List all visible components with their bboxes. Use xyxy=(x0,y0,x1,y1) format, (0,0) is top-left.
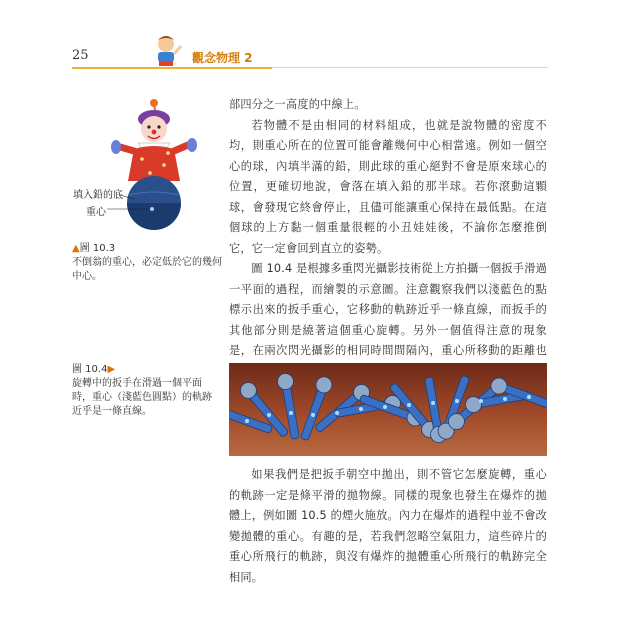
label-center-of-gravity: 重心 xyxy=(86,207,106,218)
page-header xyxy=(72,40,548,70)
header-rule-thin xyxy=(272,67,548,68)
paragraph-3: 圖 10.4 是根據多重閃光攝影技術從上方拍攝一個扳手滑過一平面的過程，而繪製的示意圖。注意觀察我們以淺藍色的點標示出來的扳手重心，它移動的軌跡近乎一條直線，而扳手的其他部分則是繞著這個重心旋轉。另外一個值得注意的現象是，在兩次閃光攝影的相同時間間隔內，重心所移動的距離也 xyxy=(229,262,547,357)
triangle-right-icon: ▶ xyxy=(107,364,116,375)
page-number: 25 xyxy=(72,48,89,63)
main-text-bottom xyxy=(229,465,547,588)
wrench-multiflash-image xyxy=(229,363,547,456)
paragraph-4: 如果我們是把扳手朝空中拋出，則不管它怎麼旋轉，重心的軌跡一定是條平滑的拋物線。同樣的現象也發生在爆炸的拋體上，例如圖 10.5 的煙火施放。內力在爆炸的過程中並不會改變拋體的重心。有趣的是，若我們忽略空氣阻力，這些碎片的重心所飛行的軌跡，與沒有爆炸的拋體重心所飛行的軌跡完全相同。 xyxy=(229,468,547,584)
paragraph-1: 部四分之一高度的中線上。 xyxy=(229,98,366,111)
caption-fig-10-3 xyxy=(72,242,222,284)
mascot-icon xyxy=(148,32,184,68)
caption-text: 不倒翁的重心，必定低於它的幾何中心。 xyxy=(72,257,222,282)
caption-id: 圖 10.4 xyxy=(72,364,108,375)
book-title: 觀念物理 2 xyxy=(192,51,253,65)
label-lead-bottom: 填入鉛的底 xyxy=(73,190,123,201)
caption-text: 旋轉中的扳手在滑過一個平面時，重心（淺藍色圓點）的軌跡近乎是一條直線。 xyxy=(72,378,212,417)
header-rule xyxy=(72,67,272,69)
paragraph-2: 若物體不是由相同的材料組成，也就是說物體的密度不均，則重心所在的位置可能會離幾何中心相當遠。例如一個空心的球，內填半滿的鉛，則此球的重心絕對不會是原來球心的位置，更確切地說，會落在填入鉛的那半球。若你滾動這顆球，會發現它終會停止，且儘可能讓重心保持在最低點。在這個球的上方黏一個重量很輕的小丑娃娃後，不論你怎麼推倒它，它一定會回到直立的姿勢。 xyxy=(229,118,547,255)
triangle-icon: ▲ xyxy=(72,243,80,254)
caption-id: 圖 10.3 xyxy=(79,243,116,254)
caption-fig-10-4 xyxy=(72,363,217,419)
